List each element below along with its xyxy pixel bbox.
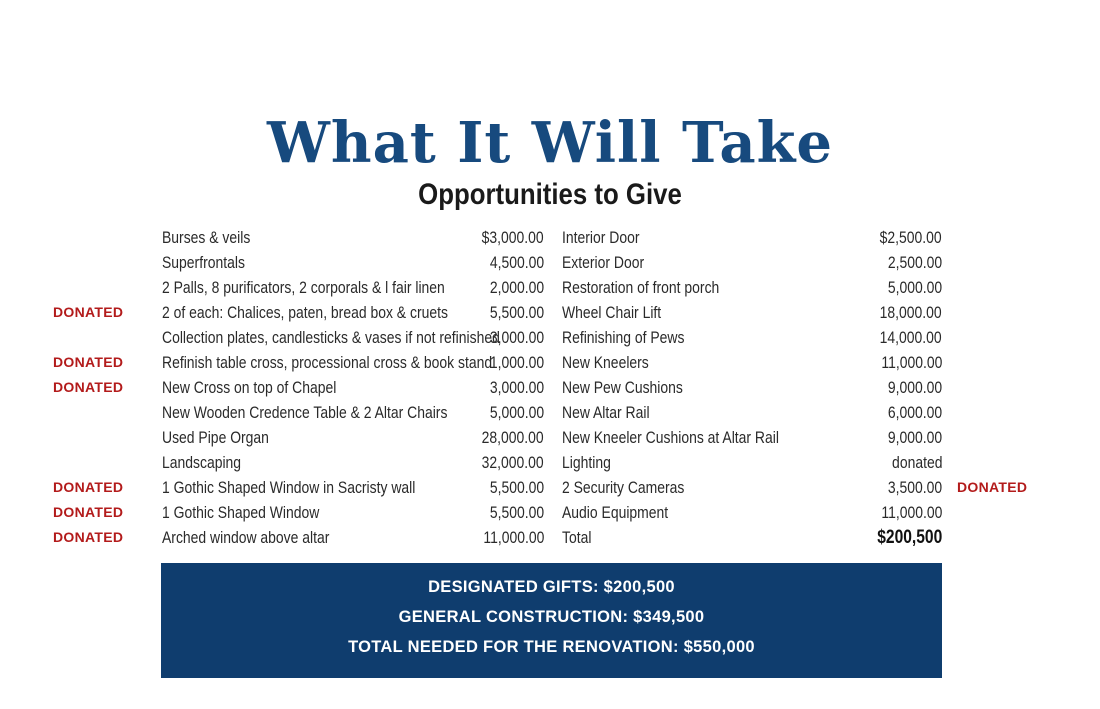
left-item-list <box>162 225 544 550</box>
item-row <box>162 300 544 325</box>
item-row <box>562 275 942 300</box>
item-row <box>162 425 544 450</box>
donated-slot <box>53 375 123 400</box>
donated-badge: DONATED <box>53 304 124 320</box>
donated-slot <box>53 325 123 350</box>
item-label: Restoration of front porch <box>562 278 720 297</box>
item-amount: 6,000.00 <box>887 403 942 422</box>
donated-slot <box>53 425 123 450</box>
item-label: 2 Palls, 8 purificators, 2 corporals & l fair linen <box>162 278 445 297</box>
left-donated-markers <box>53 225 123 550</box>
donated-slot <box>957 500 1027 525</box>
item-row <box>562 350 942 375</box>
page-subtitle: Opportunities to Give <box>418 178 682 211</box>
item-amount: 5,000.00 <box>489 403 544 422</box>
item-row <box>162 400 544 425</box>
item-row <box>562 475 942 500</box>
item-row <box>562 375 942 400</box>
item-label: Burses & veils <box>162 228 251 247</box>
item-label: Used Pipe Organ <box>162 428 269 447</box>
item-row <box>162 250 544 275</box>
designated-gifts-line: DESIGNATED GIFTS: $200,500 <box>428 578 675 596</box>
item-label: Wheel Chair Lift <box>562 303 662 322</box>
general-construction-line: GENERAL CONSTRUCTION: $349,500 <box>398 608 705 626</box>
item-amount: 2,000.00 <box>489 278 544 297</box>
item-amount: $2,500.00 <box>879 228 942 247</box>
item-label: Landscaping <box>162 453 242 472</box>
right-donated-markers <box>957 225 1027 550</box>
donated-slot <box>957 225 1027 250</box>
donated-slot <box>957 375 1027 400</box>
item-amount: 11,000.00 <box>881 353 942 372</box>
item-amount: $3,000.00 <box>481 228 544 247</box>
item-row <box>562 225 942 250</box>
item-label: New Wooden Credence Table & 2 Altar Chairs <box>162 403 448 422</box>
item-amount: 5,500.00 <box>489 503 544 522</box>
item-amount: 11,000.00 <box>881 503 942 522</box>
item-amount: donated <box>891 453 942 472</box>
item-label: Arched window above altar <box>162 528 330 547</box>
item-label: 1 Gothic Shaped Window in Sacristy wall <box>162 478 416 497</box>
right-item-list <box>562 225 942 550</box>
item-label: Total <box>562 528 592 547</box>
donated-slot <box>53 275 123 300</box>
item-label: New Pew Cushions <box>562 378 683 397</box>
item-amount: 18,000.00 <box>879 303 942 322</box>
item-label: New Cross on top of Chapel <box>162 378 337 397</box>
item-label: Collection plates, candlesticks & vases if not refinished <box>162 328 500 347</box>
donated-slot <box>957 450 1027 475</box>
item-amount: 5,000.00 <box>887 278 942 297</box>
item-row <box>162 325 544 350</box>
item-amount: 9,000.00 <box>887 428 942 447</box>
item-row <box>162 475 544 500</box>
item-row <box>162 350 544 375</box>
item-row <box>162 450 544 475</box>
donated-slot <box>53 225 123 250</box>
item-amount: $200,500 <box>877 527 942 548</box>
item-row <box>562 400 942 425</box>
donated-slot <box>957 275 1027 300</box>
item-row <box>562 250 942 275</box>
item-label: Lighting <box>562 453 611 472</box>
item-amount: 14,000.00 <box>879 328 942 347</box>
total-row <box>562 525 942 550</box>
item-amount: 5,500.00 <box>489 478 544 497</box>
item-row <box>162 500 544 525</box>
item-label: Exterior Door <box>562 253 645 272</box>
item-row <box>162 225 544 250</box>
donated-slot <box>957 250 1027 275</box>
item-amount: 4,500.00 <box>489 253 544 272</box>
item-row <box>562 500 942 525</box>
donated-slot <box>957 350 1027 375</box>
item-label: 1 Gothic Shaped Window <box>162 503 320 522</box>
donated-badge: DONATED <box>53 479 124 495</box>
donated-slot <box>957 475 1027 500</box>
item-label: 2 Security Cameras <box>562 478 685 497</box>
donated-badge: DONATED <box>53 529 124 545</box>
donated-slot <box>957 300 1027 325</box>
donated-slot <box>53 500 123 525</box>
donated-slot <box>957 425 1027 450</box>
item-amount: 3,000.00 <box>489 378 544 397</box>
item-label: Audio Equipment <box>562 503 669 522</box>
item-label: Interior Door <box>562 228 640 247</box>
item-row <box>562 450 942 475</box>
item-row <box>162 525 544 550</box>
donated-slot <box>53 350 123 375</box>
total-needed-line: TOTAL NEEDED FOR THE RENOVATION: $550,000 <box>348 638 755 656</box>
page-title: What It Will Take <box>266 110 834 176</box>
donated-slot <box>957 325 1027 350</box>
donated-slot <box>53 450 123 475</box>
item-amount: 5,500.00 <box>489 303 544 322</box>
item-row <box>162 275 544 300</box>
item-amount: 2,500.00 <box>887 253 942 272</box>
item-amount: 11,000.00 <box>483 528 544 547</box>
item-row <box>562 300 942 325</box>
donated-slot <box>957 525 1027 550</box>
donated-slot <box>53 300 123 325</box>
summary-banner <box>161 563 942 678</box>
item-label: Superfrontals <box>162 253 245 272</box>
item-row <box>162 375 544 400</box>
item-amount: 28,000.00 <box>481 428 544 447</box>
item-label: 2 of each: Chalices, paten, bread box & cruets <box>162 303 448 322</box>
item-row <box>562 425 942 450</box>
item-label: New Altar Rail <box>562 403 650 422</box>
item-label: New Kneelers <box>562 353 649 372</box>
donated-slot <box>53 250 123 275</box>
donated-badge: DONATED <box>53 379 124 395</box>
item-row <box>562 325 942 350</box>
item-label: Refinishing of Pews <box>562 328 685 347</box>
donated-slot <box>53 400 123 425</box>
item-label: New Kneeler Cushions at Altar Rail <box>562 428 779 447</box>
donated-badge: DONATED <box>53 504 124 520</box>
donated-slot <box>53 475 123 500</box>
donated-badge: DONATED <box>957 479 1028 495</box>
item-amount: 3,500.00 <box>887 478 942 497</box>
item-amount: 9,000.00 <box>887 378 942 397</box>
item-amount: 3,000.00 <box>489 328 544 347</box>
donated-slot <box>957 400 1027 425</box>
item-amount: 32,000.00 <box>481 453 544 472</box>
item-amount: 1,000.00 <box>489 353 544 372</box>
donated-badge: DONATED <box>53 354 124 370</box>
donated-slot <box>53 525 123 550</box>
item-label: Refinish table cross, processional cross & book stand <box>162 353 493 372</box>
